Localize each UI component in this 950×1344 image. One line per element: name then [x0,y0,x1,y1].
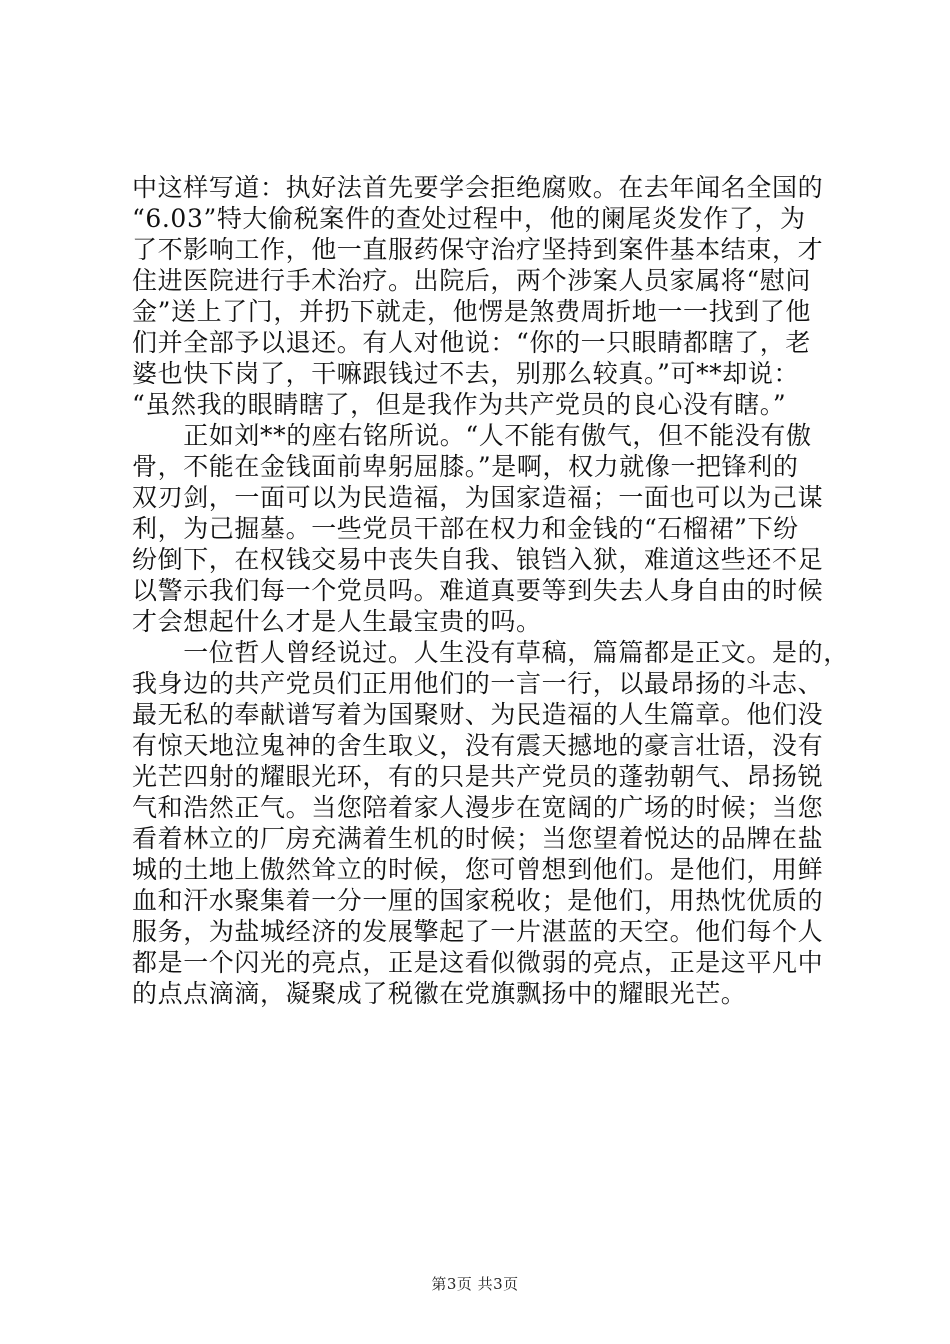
text-line: 利，为己掘墓。一些党员干部在权力和金钱的“石榴裙”下纷 [132,514,799,543]
text-line: 一位哲人曾经说过。人生没有草稿，篇篇都是正文。是的， [132,638,849,667]
text-line: 光芒四射的耀眼光环，有的只是共产党员的蓬勃朝气、昂扬锐 [132,762,824,791]
text-line: 金”送上了门，并扔下就走，他愣是煞费周折地一一找到了他 [132,297,811,326]
text-line: 气和浩然正气。当您陪着家人漫步在宽阔的广场的时候；当您 [132,793,824,822]
text-line: “6.03”特大偷税案件的查处过程中，他的阑尾炎发作了，为 [132,204,806,233]
text-line: 纷倒下，在权钱交易中丧失自我、锒铛入狱，难道这些还不足 [132,545,824,574]
text-line: 服务，为盐城经济的发展擎起了一片湛蓝的天空。他们每个人 [132,917,824,946]
text-line: 我身边的共产党员们正用他们的一言一行，以最昂扬的斗志、 [132,669,824,698]
text-line: 都是一个闪光的亮点，正是这看似微弱的亮点，正是这平凡中 [132,948,824,977]
text-line: 的点点滴滴，凝聚成了税徽在党旗飘扬中的耀眼光芒。 [132,979,747,1008]
text-line: 以警示我们每一个党员吗。难道真要等到失去人身自由的时候 [132,576,824,605]
text-line: 们并全部予以退还。有人对他说：“你的一只眼睛都瞎了，老 [132,328,811,357]
text-line: 中这样写道：执好法首先要学会拒绝腐败。在去年闻名全国的 [132,173,824,202]
text-line: 了不影响工作，他一直服药保守治疗坚持到案件基本结束，才 [132,235,824,264]
body-text [132,172,849,1009]
text-line: 双刃剑，一面可以为民造福，为国家造福；一面也可以为己谋 [132,483,824,512]
text-line: “虽然我的眼睛瞎了，但是我作为共产党员的良心没有瞎。” [132,390,787,419]
page-number: 第3页 共3页 [431,1275,519,1293]
text-line: 最无私的奉献谱写着为国聚财、为民造福的人生篇章。他们没 [132,700,824,729]
text-line: 正如刘**的座右铭所说。“人不能有傲气，但不能没有傲 [132,421,812,450]
text-line: 骨，不能在金钱面前卑躬屈膝。”是啊，权力就像一把锋利的 [132,452,799,481]
text-line: 看着林立的厂房充满着生机的时候；当您望着悦达的品牌在盐 [132,824,824,853]
text-line: 住进医院进行手术治疗。出院后，两个涉案人员家属将“慰问 [132,266,811,295]
text-line: 婆也快下岗了，干嘛跟钱过不去，别那么较真。”可**却说： [132,359,800,388]
page-footer [0,1273,950,1294]
text-line: 有惊天地泣鬼神的舍生取义，没有震天撼地的豪言壮语，没有 [132,731,824,760]
text-line: 血和汗水聚集着一分一厘的国家税收；是他们，用热忱优质的 [132,886,824,915]
text-line: 城的土地上傲然耸立的时候，您可曾想到他们。是他们，用鲜 [132,855,824,884]
text-line: 才会想起什么才是人生最宝贵的吗。 [132,607,542,636]
